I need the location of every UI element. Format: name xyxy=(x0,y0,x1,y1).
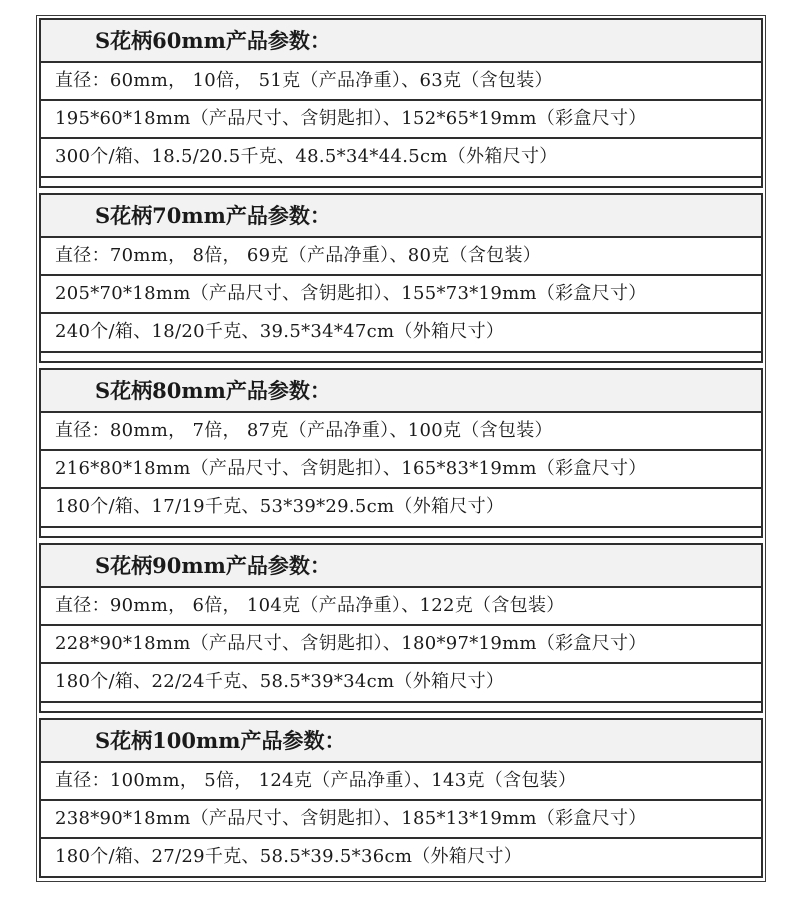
spec-row-diameter: 直径：100mm， 5倍， 124克（产品净重）、143克（含包装） xyxy=(41,763,761,801)
section-title: S花柄70mm产品参数： xyxy=(41,195,761,238)
spec-row-diameter: 直径：90mm， 6倍， 104克（产品净重）、122克（含包装） xyxy=(41,588,761,626)
section-separator xyxy=(39,703,763,713)
section-title: S花柄60mm产品参数： xyxy=(41,20,761,63)
product-section-100mm xyxy=(39,718,763,878)
spec-row-dimensions: 195*60*18mm（产品尺寸、含钥匙扣）、152*65*19mm（彩盒尺寸） xyxy=(41,101,761,139)
section-separator xyxy=(39,353,763,363)
product-section-70mm xyxy=(39,193,763,353)
section-separator xyxy=(39,528,763,538)
section-title: S花柄100mm产品参数： xyxy=(41,720,761,763)
spec-row-packing: 180个/箱、27/29千克、58.5*39.5*36cm（外箱尺寸） xyxy=(55,846,523,867)
section-separator xyxy=(39,178,763,188)
spec-row-diameter: 直径：80mm， 7倍， 87克（产品净重）、100克（含包装） xyxy=(41,413,761,451)
spec-row-packing: 300个/箱、18.5/20.5千克、48.5*34*44.5cm（外箱尺寸） xyxy=(55,146,558,167)
section-title: S花柄80mm产品参数： xyxy=(41,370,761,413)
product-section-60mm xyxy=(39,18,763,178)
section-title: S花柄90mm产品参数： xyxy=(41,545,761,588)
spec-row-dimensions: 238*90*18mm（产品尺寸、含钥匙扣）、185*13*19mm（彩盒尺寸） xyxy=(41,801,761,839)
spec-row-packing: 240个/箱、18/20千克、39.5*34*47cm（外箱尺寸） xyxy=(55,321,505,342)
product-section-80mm xyxy=(39,368,763,528)
spec-row-packing: 180个/箱、17/19千克、53*39*29.5cm（外箱尺寸） xyxy=(55,496,505,517)
spec-sheet xyxy=(36,15,766,882)
spec-row-dimensions: 216*80*18mm（产品尺寸、含钥匙扣）、165*83*19mm（彩盒尺寸） xyxy=(41,451,761,489)
spec-row-dimensions: 205*70*18mm（产品尺寸、含钥匙扣）、155*73*19mm（彩盒尺寸） xyxy=(41,276,761,314)
spec-row-packing: 180个/箱、22/24千克、58.5*39*34cm（外箱尺寸） xyxy=(55,671,505,692)
spec-row-dimensions: 228*90*18mm（产品尺寸、含钥匙扣）、180*97*19mm（彩盒尺寸） xyxy=(41,626,761,664)
spec-row-diameter: 直径：60mm， 10倍， 51克（产品净重）、63克（含包装） xyxy=(41,63,761,101)
spec-row-diameter: 直径：70mm， 8倍， 69克（产品净重）、80克（含包装） xyxy=(41,238,761,276)
product-section-90mm xyxy=(39,543,763,703)
